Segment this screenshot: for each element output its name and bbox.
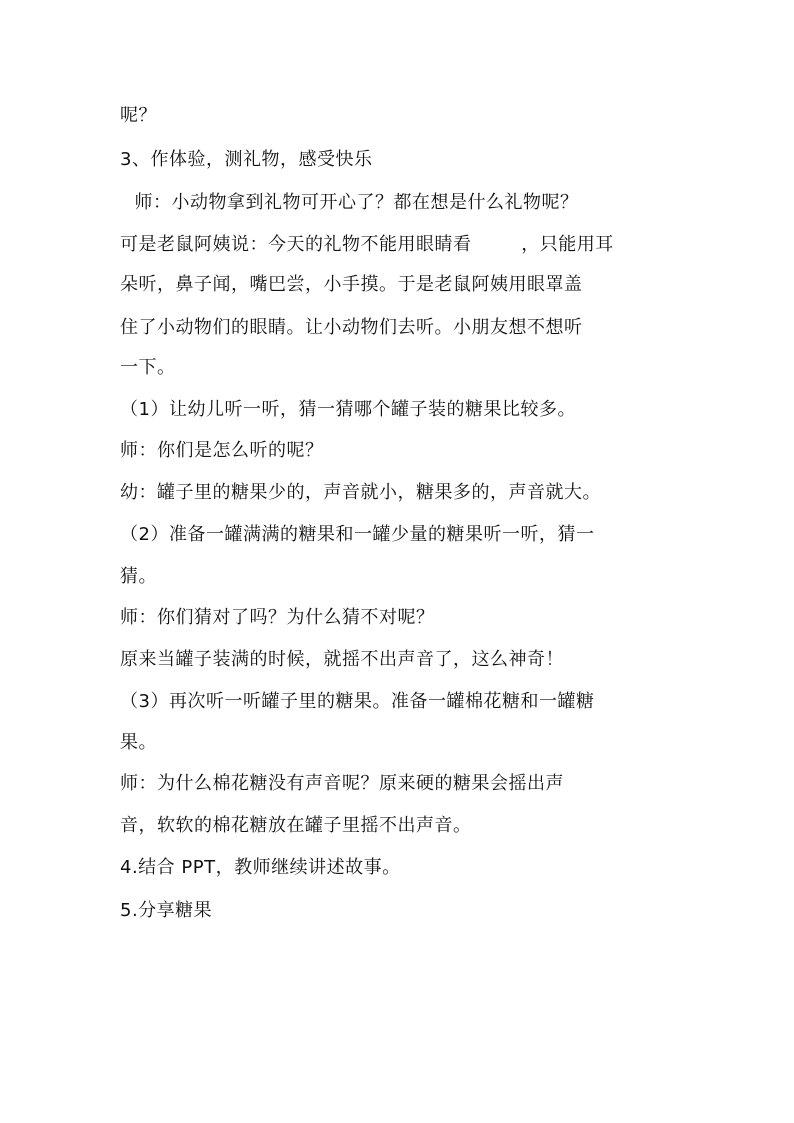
- text-line: 师：小动物拿到礼物可开心了？都在想是什么礼物呢？: [122, 192, 579, 213]
- section-heading: 4.结合 PPT，教师继续讲述故事。: [120, 857, 401, 878]
- text-line: 师：你们猜对了吗？为什么猜不对呢？: [120, 607, 435, 628]
- text-line: 呢？: [120, 105, 157, 126]
- text-line: 原来当罐子装满的时候，就摇不出声音了，这么神奇！: [120, 649, 564, 670]
- text-line: 住了小动物们的眼睛。让小动物们去听。小朋友想不想听: [120, 317, 583, 338]
- text-line: 幼：罐子里的糖果少的，声音就小，糖果多的，声音就大。: [120, 482, 601, 503]
- text-line: 果。: [120, 732, 157, 753]
- text-line: （1）让幼儿听一听，猜一猜哪个罐子装的糖果比较多。: [120, 399, 576, 420]
- text-line: 猜。: [120, 566, 157, 587]
- text-line: 一下。: [120, 357, 176, 378]
- text-line: （3）再次听一听罐子里的糖果。准备一罐棉花糖和一罐糖: [120, 691, 595, 712]
- section-heading: 5.分享糖果: [120, 900, 213, 921]
- text-line: 师：为什么棉花糖没有声音呢？原来硬的糖果会摇出声: [120, 773, 564, 794]
- section-heading: 3、作体验，测礼物，感受快乐: [120, 149, 373, 170]
- text-line: 朵听，鼻子闻，嘴巴尝，小手摸。于是老鼠阿姨用眼罩盖: [120, 274, 583, 295]
- text-line: （2）准备一罐满满的糖果和一罐少量的糖果听一听，猜一: [120, 524, 595, 545]
- text-line: 音，软软的棉花糖放在罐子里摇不出声音。: [120, 815, 472, 836]
- text-line: 师：你们是怎么听的呢？: [120, 440, 324, 461]
- text-line: 可是老鼠阿姨说：今天的礼物不能用眼睛看 ，只能用耳: [120, 234, 614, 255]
